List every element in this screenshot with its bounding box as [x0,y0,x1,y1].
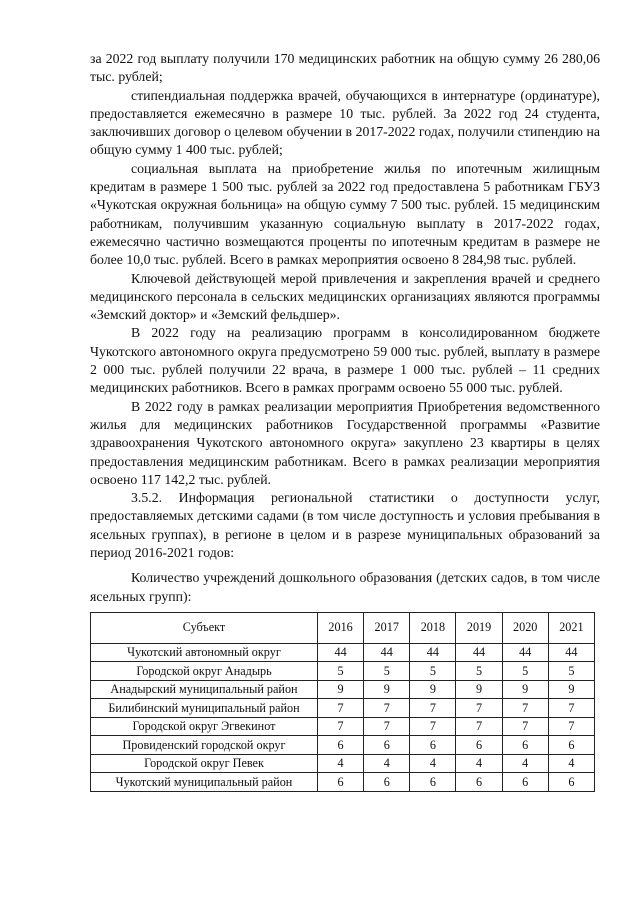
table-cell: 5 [502,662,548,681]
table-cell: 4 [318,754,364,773]
table-cell: 7 [502,699,548,718]
table-cell: Городской округ Эгвекинот [91,717,318,736]
table-cell: Городской округ Анадырь [91,662,318,681]
column-header: 2016 [318,612,364,643]
table-cell: 6 [318,773,364,792]
body-text [90,50,600,562]
table-cell: 9 [364,680,410,699]
table-cell: 6 [548,773,594,792]
table-cell: 4 [410,754,456,773]
table-cell: 44 [548,643,594,662]
table-cell: 5 [548,662,594,681]
paragraph: Ключевой действующей мерой привлечения и закрепления врачей и среднего медицинского персонала в сельских медицинских организациях являются программы «Земский доктор» и «Земский фельдшер». [90,270,600,323]
table-cell: 6 [410,773,456,792]
table-cell: 44 [318,643,364,662]
column-header: 2017 [364,612,410,643]
paragraph: 3.5.2. Информация региональной статистики о доступности услуг, предоставляемых детскими садами (в том числе доступность и условия пребывания в ясельных группах), в регионе в целом и в разрезе муниципальных образований за период 2016-2021 годов: [90,490,600,561]
table-cell: Билибинский муниципальный район [91,699,318,718]
table-cell: 5 [410,662,456,681]
table-cell: 6 [364,773,410,792]
table-cell: 6 [318,736,364,755]
table-cell: 7 [364,699,410,718]
column-header: 2021 [548,612,594,643]
table-row [91,643,595,662]
table-cell: 6 [410,736,456,755]
table-cell: 44 [364,643,410,662]
table-row [91,662,595,681]
kindergarten-table [90,612,595,792]
table-cell: 9 [410,680,456,699]
table-cell: 7 [456,699,502,718]
table-cell: 44 [456,643,502,662]
table-cell: 6 [364,736,410,755]
table-cell: 4 [548,754,594,773]
table-cell: 7 [548,717,594,736]
table-row [91,736,595,755]
table-row [91,680,595,699]
table-cell: 4 [502,754,548,773]
table-row [91,754,595,773]
table-cell: 6 [456,773,502,792]
table-cell: 7 [548,699,594,718]
table-cell: 5 [318,662,364,681]
table-cell: 9 [548,680,594,699]
table-cell: 7 [318,717,364,736]
paragraph: социальная выплата на приобретение жилья по ипотечным жилищным кредитам в размере 1 500 тыс. рублей за 2022 год предоставлена 5 работникам ГБУЗ «Чукотская окружная больница» на общую сумму 7 500 тыс. рублей. 15 медицинским работникам, получившим указанную социальную выплату в 2017-2022 годах, ежемесячно частично возмещаются проценты по ипотечным кредитам в размере не более 10,0 тыс. рублей. Всего в рамках мероприятия освоено 8 284,98 тыс. рублей. [90,160,600,268]
table-cell: 6 [502,773,548,792]
table-row [91,699,595,718]
column-header: 2020 [502,612,548,643]
table-caption: Количество учреждений дошкольного образования (детских садов, в том числе ясельных групп): [90,570,600,604]
table-row [91,773,595,792]
column-header: Субъект [91,612,318,643]
table-row [91,717,595,736]
column-header: 2018 [410,612,456,643]
table-cell: 44 [502,643,548,662]
table-cell: 6 [502,736,548,755]
table-cell: 5 [364,662,410,681]
paragraph: стипендиальная поддержка врачей, обучающихся в интернатуре (ординатуре), предоставляется ежемесячно в размере 10 тыс. рублей. За 2022 год 24 студента, заключивших договор о целевом обучении в 2017-2022 годах, получили стипендию на общую сумму 1 400 тыс. рублей; [90,87,600,158]
table-cell: Анадырский муниципальный район [91,680,318,699]
table-cell: 6 [548,736,594,755]
table-cell: Городской округ Певек [91,754,318,773]
table-cell: 9 [502,680,548,699]
paragraph: В 2022 году в рамках реализации мероприятия Приобретения ведомственного жилья для медицинских работников Государственной программы «Развитие здравоохранения Чукотского автономного округа» закуплено 23 квартиры в целях предоставления медицинским работникам. Всего в рамках реализации мероприятия освоено 117 142,2 тыс. рублей. [90,398,600,487]
table-cell: 4 [456,754,502,773]
table-cell: 7 [456,717,502,736]
table-header-row [91,612,595,643]
table-cell: Чукотский автономный округ [91,643,318,662]
table-cell: Провиденский городской округ [91,736,318,755]
paragraph: за 2022 год выплату получили 170 медицинских работник на общую сумму 26 280,06 тыс. рублей; [90,51,600,85]
column-header: 2019 [456,612,502,643]
table-cell: 4 [364,754,410,773]
table-cell: 7 [410,699,456,718]
table-cell: 9 [456,680,502,699]
table-cell: 9 [318,680,364,699]
table-cell: 7 [410,717,456,736]
table-cell: 5 [456,662,502,681]
table-cell: 7 [364,717,410,736]
table-cell: Чукотский муниципальный район [91,773,318,792]
paragraph: В 2022 году на реализацию программ в консолидированном бюджете Чукотского автономного округа предусмотрено 59 000 тыс. рублей, выплату в размере 2 000 тыс. рублей получили 22 врача, в размере 1 000 тыс. рублей – 11 средних медицинских работников. Всего в рамках программ освоено 55 000 тыс. рублей. [90,325,600,396]
table-cell: 7 [502,717,548,736]
table-cell: 7 [318,699,364,718]
table-cell: 44 [410,643,456,662]
table-cell: 6 [456,736,502,755]
